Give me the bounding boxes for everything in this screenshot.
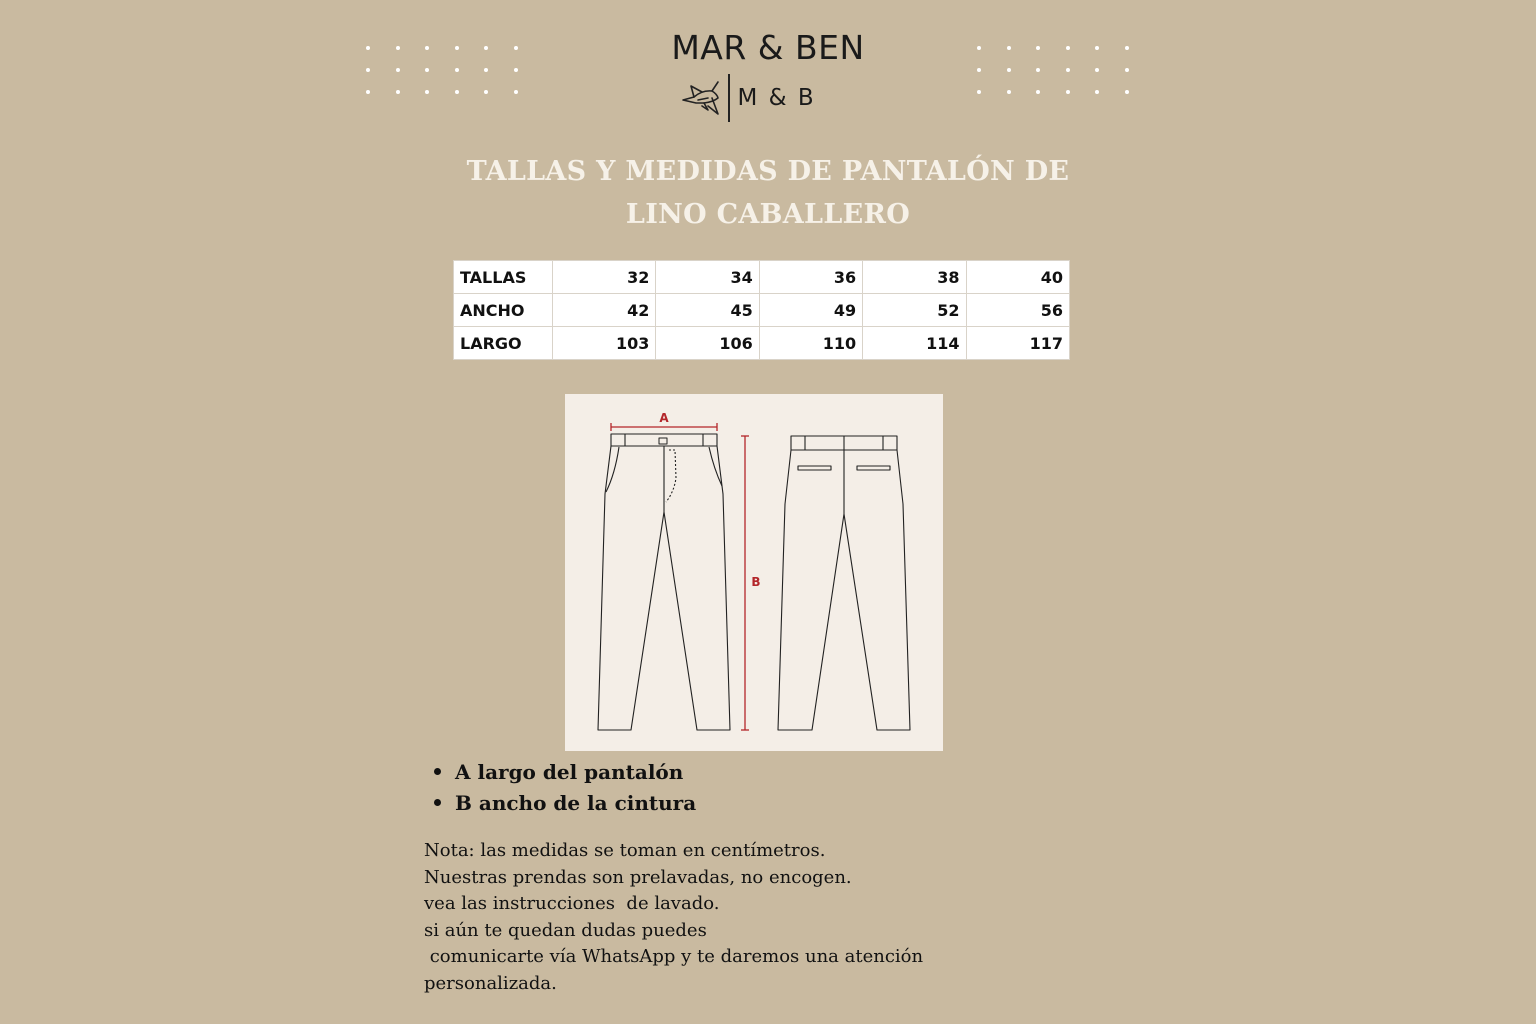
table-cell: 56 [966, 294, 1069, 327]
note-line: Nota: las medidas se toman en centímetros. [424, 840, 826, 861]
table-cell: 52 [863, 294, 966, 327]
logo-divider [728, 74, 730, 122]
list-item: B ancho de la cintura [434, 787, 696, 818]
table-cell: 40 [966, 261, 1069, 294]
brand-monogram: M & B [737, 85, 816, 111]
brand-logo [680, 72, 816, 124]
trousers-measurement-diagram [565, 394, 943, 751]
table-cell: 49 [759, 294, 862, 327]
note-line: Nuestras prendas son prelavadas, no encogen. [424, 866, 852, 888]
table-cell: 32 [553, 261, 656, 294]
note-line: personalizada. [424, 972, 557, 994]
table-cell: 42 [553, 294, 656, 327]
measure-b-label: B [751, 575, 761, 589]
page-title-line-2: LINO CABALLERO [625, 199, 911, 230]
table-row [454, 327, 1070, 360]
note-text [424, 838, 984, 997]
table-cell: 114 [863, 327, 966, 360]
list-item: A largo del pantalón [434, 756, 696, 787]
table-cell: 45 [656, 294, 759, 327]
row-header: ANCHO [454, 294, 553, 327]
note-line: si aún te quedan dudas puedes [424, 919, 707, 941]
table-cell: 34 [656, 261, 759, 294]
measurement-legend [434, 756, 696, 818]
trousers-back-icon [778, 436, 910, 730]
size-table [453, 260, 1070, 360]
note-line: comunicarte vía WhatsApp y te daremos una atención [424, 946, 924, 967]
table-cell: 38 [863, 261, 966, 294]
table-cell: 110 [759, 327, 862, 360]
trousers-front-icon [598, 434, 730, 730]
marlin-fish-icon [680, 76, 720, 120]
measure-b-line [741, 436, 749, 730]
table-row [454, 294, 1070, 327]
measure-a-label: A [659, 411, 669, 425]
note-line: vea las instrucciones de lavado. [424, 893, 720, 914]
page-title-line-1: TALLAS Y MEDIDAS DE PANTALÓN DE [466, 156, 1070, 187]
table-cell: 106 [656, 327, 759, 360]
row-header: LARGO [454, 327, 553, 360]
row-header: TALLAS [454, 261, 553, 294]
table-cell: 103 [553, 327, 656, 360]
page-title [0, 150, 1536, 236]
table-cell: 117 [966, 327, 1069, 360]
table-cell: 36 [759, 261, 862, 294]
table-row [454, 261, 1070, 294]
brand-name: MAR & BEN [671, 28, 865, 67]
